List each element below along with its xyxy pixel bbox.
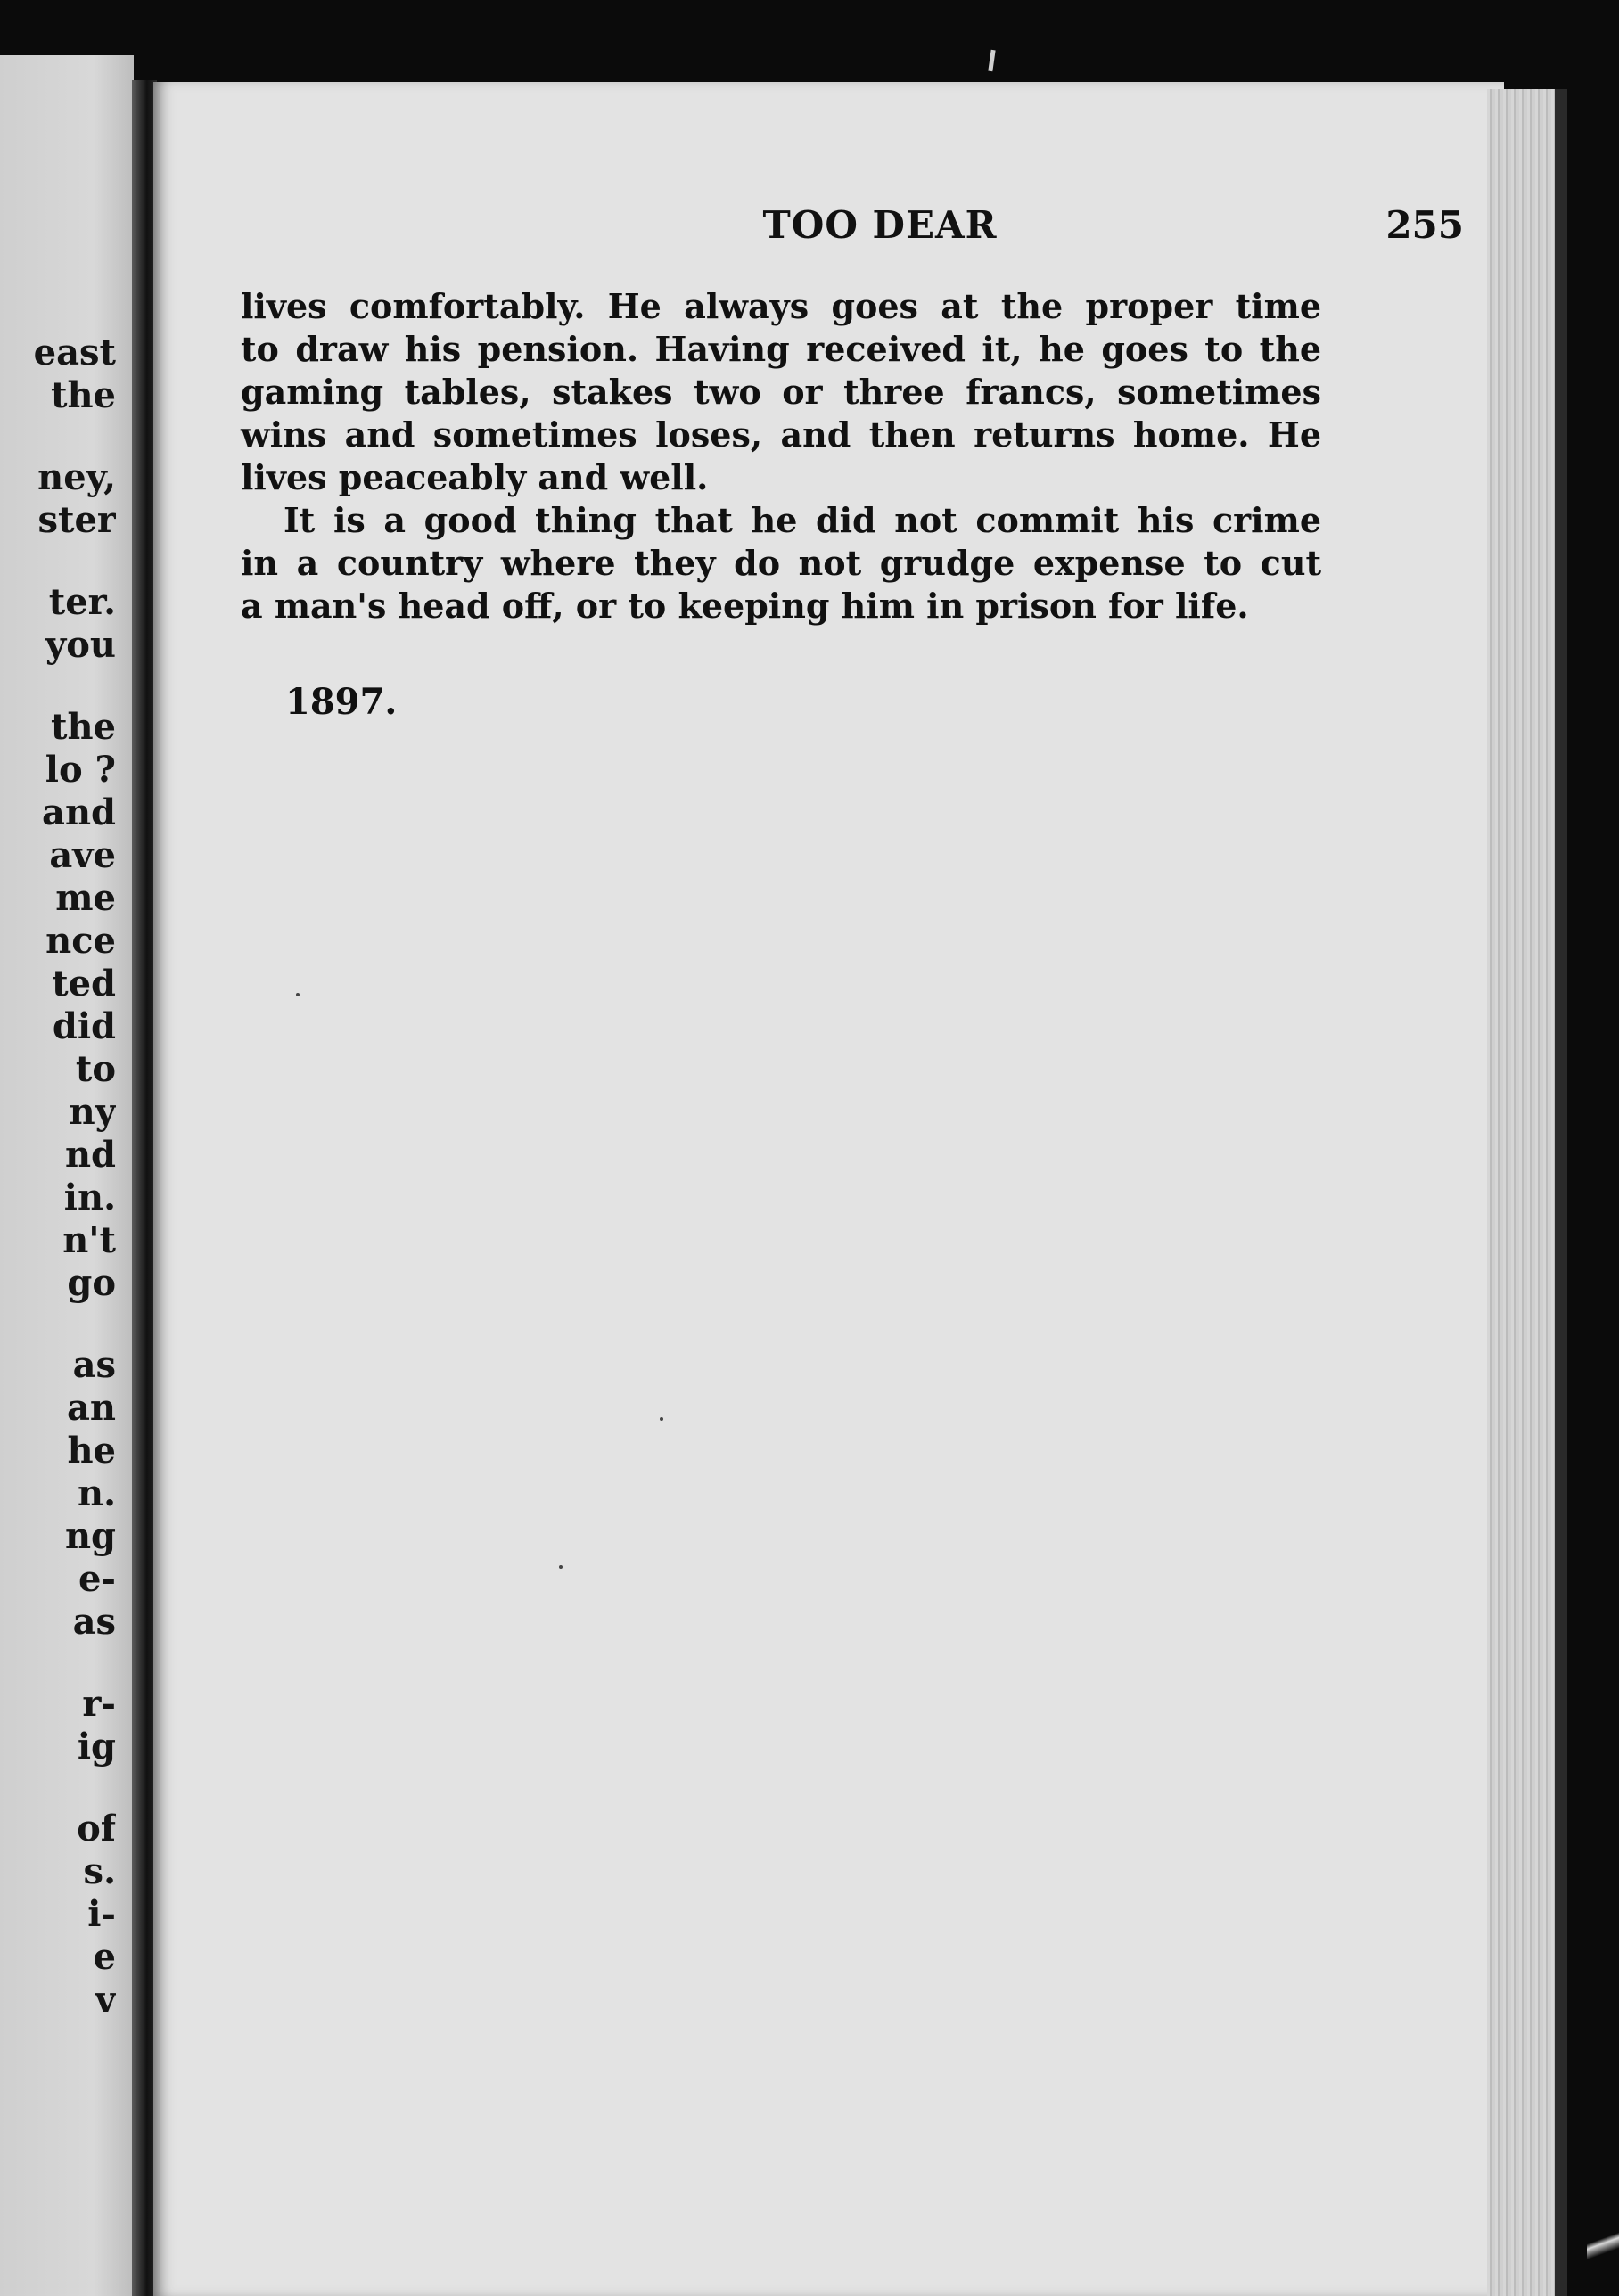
paper-speck xyxy=(559,1565,563,1569)
current-page xyxy=(153,82,1504,2296)
previous-page-fragment: nce xyxy=(45,920,116,962)
previous-page-fragment: the xyxy=(50,374,116,416)
previous-page-fragment: did xyxy=(52,1005,116,1047)
previous-page-fragment xyxy=(0,542,116,581)
previous-page-fragment: as xyxy=(72,1344,116,1386)
paragraph xyxy=(241,285,1321,499)
previous-page-fragment xyxy=(0,417,116,456)
previous-page-fragment xyxy=(0,1305,116,1344)
text-line: in a country where they do not grudge expense to cut xyxy=(241,543,1321,583)
previous-page-fragment: e xyxy=(93,1936,116,1978)
previous-page-fragment: you xyxy=(45,624,116,666)
previous-page-fragment: ted xyxy=(52,963,116,1004)
previous-page-fragment: me xyxy=(55,877,116,919)
page-number: 255 xyxy=(1385,203,1464,247)
text-line: lives peaceably and well. xyxy=(241,457,709,497)
previous-page-fragment: e- xyxy=(78,1558,116,1600)
text-line: It is a good thing that he did not commit his crime xyxy=(284,500,1321,540)
previous-page-fragment: i- xyxy=(87,1893,116,1935)
date-line: 1897. xyxy=(285,681,398,723)
previous-page-fragment: ng xyxy=(64,1515,116,1557)
previous-page-fragment: go xyxy=(67,1262,116,1304)
text-line: a man's head off, or to keeping him in prison for life. xyxy=(241,586,1249,626)
running-head xyxy=(296,203,1464,266)
paper-speck xyxy=(660,1417,663,1421)
scan-artifact-mark xyxy=(988,50,995,71)
previous-page-fragment: of xyxy=(77,1808,116,1849)
previous-page-fragment: ster xyxy=(37,499,116,541)
previous-page-fragment: east xyxy=(33,332,116,373)
previous-page-fragment: ter. xyxy=(48,581,116,623)
previous-page-fragment: ave xyxy=(49,834,116,876)
previous-page-fragment: the xyxy=(50,706,116,748)
previous-page-fragment: v xyxy=(95,1979,116,2021)
previous-page-fragment: s. xyxy=(83,1850,116,1892)
previous-page-fragment: in. xyxy=(63,1177,116,1218)
text-line: gaming tables, stakes two or three francs, sometimes xyxy=(241,372,1321,412)
running-title: TOO DEAR xyxy=(762,203,998,247)
previous-page-fragment: lo ? xyxy=(45,749,116,791)
page-stack-edge xyxy=(1487,89,1558,2296)
body-text xyxy=(241,285,1321,627)
previous-page-fragment: as xyxy=(72,1601,116,1643)
previous-page-fragment xyxy=(0,667,116,706)
previous-page-fragment: r- xyxy=(82,1683,116,1725)
paragraph xyxy=(241,499,1321,627)
previous-page-fragment: n't xyxy=(62,1219,116,1261)
previous-page-fragment: and xyxy=(42,791,116,833)
previous-page-fragment xyxy=(0,1768,116,1808)
paper-speck xyxy=(296,993,300,996)
scan-artifact-corner xyxy=(1587,2202,1619,2296)
previous-page-fragment: ny xyxy=(69,1091,116,1133)
previous-page-fragment: he xyxy=(67,1430,116,1472)
text-line: to draw his pension. Having received it, he goes to the xyxy=(241,329,1321,369)
previous-page-fragment: to xyxy=(75,1048,116,1090)
previous-page-text-fragments xyxy=(0,332,116,2021)
previous-page-fragment: nd xyxy=(64,1134,116,1176)
text-line: lives comfortably. He always goes at the proper time xyxy=(241,286,1321,326)
text-line: wins and sometimes loses, and then returns home. He xyxy=(241,414,1321,455)
previous-page-fragment: n. xyxy=(77,1472,116,1514)
previous-page-fragment: ig xyxy=(77,1726,116,1767)
previous-page-fragment: ney, xyxy=(37,456,116,498)
previous-page-fragment xyxy=(0,1644,116,1683)
previous-page-fragment: an xyxy=(67,1387,116,1429)
previous-page xyxy=(0,55,134,2296)
